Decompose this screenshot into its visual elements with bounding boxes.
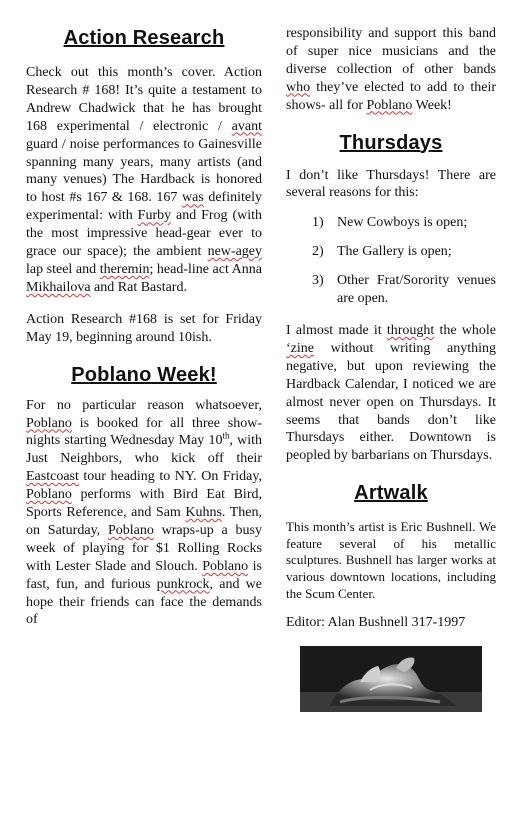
- spellcheck-flagged-word: Kuhns: [185, 505, 222, 521]
- spellcheck-flagged-word: Poblano: [107, 522, 154, 538]
- list-item-number: 1): [312, 215, 324, 231]
- ordinal-suffix: th: [222, 430, 230, 441]
- spellcheck-flagged-word: who: [286, 79, 311, 95]
- list-item: [286, 243, 496, 261]
- artwalk-paragraph: This month’s artist is Eric Bushnell. We feature several of his metallic sculptures. Bushnell has larger works at various downtown locations, including the Scum Center.: [286, 519, 496, 601]
- list-item: [286, 272, 496, 308]
- poblano-week-continued-paragraph: responsibility and support this band of super nice musicians and the diverse collection of other bands who they’ve elected to add to their shows- all for Poblano Week!: [286, 26, 496, 113]
- sculpture-photo-icon: [300, 646, 482, 712]
- spellcheck-flagged-word: ‘zine: [286, 340, 314, 356]
- spellcheck-flagged-word: Eastcoast: [26, 469, 79, 485]
- thursdays-reasons-list: [286, 214, 496, 308]
- thursdays-intro-paragraph: I don’t like Thursdays! There are several reasons for this:: [286, 167, 496, 201]
- thursdays-complaint-paragraph: I almost made it throught the whole ‘zine without writing anything negative, but upon reviewing the Hardback Calendar, I noticed we are almost never open on Thursdays. It seems that bands don’t like Thursdays either. Downtown is peopled by barbarians on Thursdays.: [286, 322, 496, 464]
- thursdays-heading: Thursdays: [339, 131, 443, 154]
- poblano-week-heading: Poblano Week!: [71, 363, 217, 386]
- spellcheck-flagged-word: Poblano: [202, 558, 249, 574]
- list-item-number: 3): [312, 273, 324, 289]
- left-column: [26, 0, 262, 629]
- action-research-paragraph: Check out this month’s cover. Action Research # 168! It’s quite a testament to Andrew Chadwick that he has brought 168 experimental / electronic / avant guard / noise performances to Gainesville spanning many years, many artists (and many venues) The Hardback is honored to host #s 167 & 168. 167 was definitely experimental: with Furby and Frog (with the most impressive head-gear ever to grace our space); the ambient new-agey lap steel and theremin; head-line act Anna Mikhailova and Rat Bastard.: [26, 65, 263, 295]
- spellcheck-flagged-word: Poblano: [26, 415, 72, 431]
- list-item-text: New Cowboys is open;: [337, 215, 468, 231]
- artwalk-heading: Artwalk: [354, 482, 428, 505]
- spellcheck-flagged-word: theremin: [99, 261, 150, 277]
- poblano-week-paragraph: For no particular reason whatsoever, Poblano is booked for all three show-nights starting Wednesday May 10th, with Just Neighbors, who kick off their Eastcoast tour heading to NY. On Friday, Poblano performs with Bird Eat Bird, Sports Reference, and Sam Kuhns. Then, on Saturday, Poblano wraps-up a busy week of playing for $1 Rolling Rocks with Lester Slade and Slouch. Poblano is fast, fun, and furious punkrock, and we hope their friends can face the demands of: [26, 397, 262, 628]
- action-research-heading: Action Research: [63, 27, 225, 49]
- editor-credit: Editor: Alan Bushnell 317-1997: [286, 615, 466, 631]
- action-research-date-paragraph: Action Research #168 is set for Friday May 19, beginning around 10ish.: [26, 311, 262, 345]
- spellcheck-flagged-word: avant: [231, 118, 262, 134]
- spellcheck-flagged-word: Poblano: [366, 97, 413, 113]
- spellcheck-flagged-word: punkrock: [156, 576, 210, 592]
- spellcheck-flagged-word: new-agey: [207, 244, 262, 260]
- spellcheck-flagged-word: was: [182, 190, 204, 206]
- spellcheck-flagged-word: Furby: [137, 208, 172, 224]
- list-item: [286, 214, 496, 232]
- spellcheck-flagged-word: Mikhailova: [26, 279, 91, 295]
- right-column: [286, 0, 496, 712]
- spellcheck-flagged-word: Poblano: [26, 487, 72, 503]
- list-item-number: 2): [312, 244, 324, 260]
- spellcheck-flagged-word: throught: [386, 322, 435, 338]
- list-item-text: Other Frat/Sorority venues are open.: [337, 273, 496, 307]
- list-item-text: The Gallery is open;: [337, 244, 452, 260]
